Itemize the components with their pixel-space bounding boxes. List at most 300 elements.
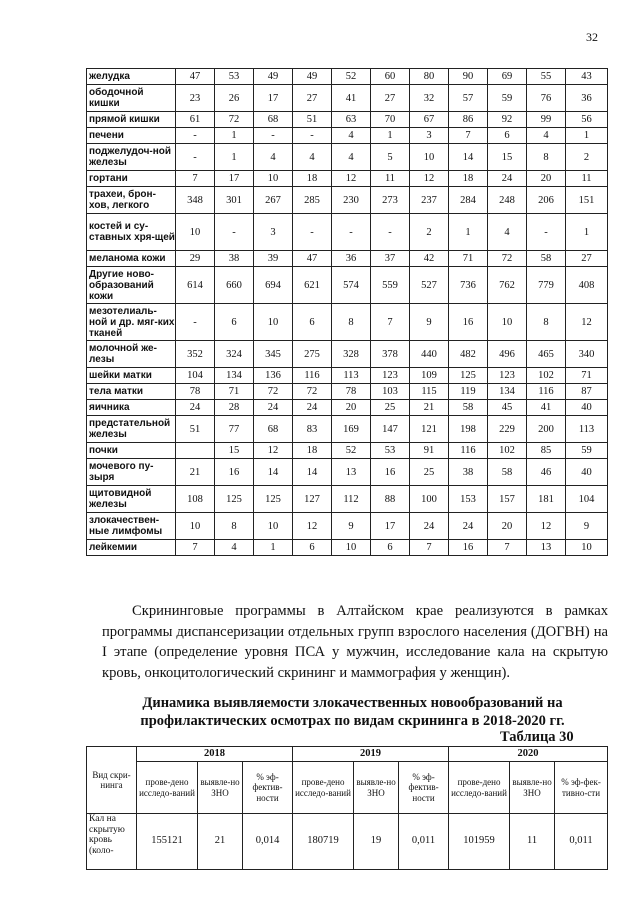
cell: 19 [354,814,399,870]
cell [176,443,215,459]
table-row [87,171,608,187]
table-row [87,267,608,304]
cell: 28 [215,400,254,416]
cell: 123 [488,368,527,384]
cell: 37 [371,251,410,267]
cell: 13 [332,459,371,486]
cell: 15 [215,443,254,459]
cell: 5 [371,144,410,171]
cell: 112 [332,486,371,513]
cell: 58 [449,400,488,416]
row-label: мезотелиаль-ной и др. мяг-ких тканей [87,304,176,341]
cell: 180719 [293,814,354,870]
cell: 229 [488,416,527,443]
cell: 113 [566,416,608,443]
row-label: почки [87,443,176,459]
cell: 71 [449,251,488,267]
cell: 3 [410,128,449,144]
cell: 779 [527,267,566,304]
cell: 127 [293,486,332,513]
cell: 32 [410,85,449,112]
cell: 123 [371,368,410,384]
cell: 8 [527,304,566,341]
table-row [87,187,608,214]
cell: 88 [371,486,410,513]
cell: 101959 [449,814,510,870]
table-label: Таблица 30 [500,729,574,745]
subheader: выявле-но ЗНО [354,762,399,814]
cell: 1 [254,540,293,556]
table-row [87,416,608,443]
cell: 63 [332,112,371,128]
cell: 285 [293,187,332,214]
row-label: трахеи, брон-хов, легкого [87,187,176,214]
cell: 20 [488,513,527,540]
cell: 151 [566,187,608,214]
subheader: % эф-фектив-ности [243,762,293,814]
cell: - [176,144,215,171]
cell: 8 [527,144,566,171]
cell: 273 [371,187,410,214]
cell: 72 [293,384,332,400]
table2-corner-header: Вид скри-нинга [87,747,137,814]
table-row [87,251,608,267]
cell: 125 [254,486,293,513]
cell: 24 [293,400,332,416]
row-label: Кал на скрытую кровь (коло- [87,814,137,870]
cell: 113 [332,368,371,384]
cell: 24 [449,513,488,540]
subheader: выявле-но ЗНО [510,762,555,814]
cell: 47 [293,251,332,267]
cell: 109 [410,368,449,384]
cell: 16 [449,304,488,341]
cell: - [254,128,293,144]
cell: 527 [410,267,449,304]
table-row [87,540,608,556]
cell: 43 [566,69,608,85]
cell: 1 [371,128,410,144]
cell: 169 [332,416,371,443]
row-label: прямой кишки [87,112,176,128]
table-row [87,304,608,341]
cell: 267 [254,187,293,214]
cell: 10 [254,304,293,341]
table-row [87,85,608,112]
row-label: яичника [87,400,176,416]
cell: 53 [371,443,410,459]
page-number: 32 [586,30,598,44]
cell: 102 [527,368,566,384]
cell: 41 [527,400,566,416]
cell: 24 [410,513,449,540]
cell: 12 [527,513,566,540]
cell: 24 [488,171,527,187]
cell: 72 [254,384,293,400]
cell: 10 [488,304,527,341]
cell: 104 [176,368,215,384]
subheader: прове-дено исследо-ваний [449,762,510,814]
cell: 56 [566,112,608,128]
cell: 134 [215,368,254,384]
cell: - [215,214,254,251]
cell: 4 [254,144,293,171]
row-label: мочевого пу-зыря [87,459,176,486]
cell: 4 [332,128,371,144]
cell: 1 [215,144,254,171]
cell: 16 [449,540,488,556]
cell: 26 [215,85,254,112]
table-row [87,513,608,540]
cell: 17 [371,513,410,540]
cell: 103 [371,384,410,400]
cell: 12 [566,304,608,341]
cell: 660 [215,267,254,304]
cell: 76 [527,85,566,112]
cell: 38 [215,251,254,267]
row-label: лейкемии [87,540,176,556]
cell: 230 [332,187,371,214]
cell: 59 [488,85,527,112]
cell: 1 [566,214,608,251]
cell: 29 [176,251,215,267]
cell: 23 [176,85,215,112]
cell: 27 [566,251,608,267]
cell: 69 [488,69,527,85]
cell: 14 [293,459,332,486]
table-row [87,214,608,251]
cell: 17 [215,171,254,187]
cell: 248 [488,187,527,214]
cell: 10 [254,513,293,540]
cell: 0,014 [243,814,293,870]
cell: 68 [254,112,293,128]
cell: 72 [488,251,527,267]
cell: 352 [176,341,215,368]
cell: 20 [527,171,566,187]
cell: 9 [332,513,371,540]
cell: 284 [449,187,488,214]
row-label: тела матки [87,384,176,400]
cell: 8 [332,304,371,341]
table-row [87,443,608,459]
cell: 80 [410,69,449,85]
cell: 14 [449,144,488,171]
subheader: прове-дено исследо-ваний [137,762,198,814]
subheader: прове-дено исследо-ваний [293,762,354,814]
cell: 121 [410,416,449,443]
cell: 11 [510,814,555,870]
cell: 36 [566,85,608,112]
cell: 348 [176,187,215,214]
cell: 7 [410,540,449,556]
cell: 13 [527,540,566,556]
cell: 10 [176,214,215,251]
cell: 52 [332,69,371,85]
cell: 6 [371,540,410,556]
subheader: % эф-фектив-ности [399,762,449,814]
cell: 53 [215,69,254,85]
cell: 78 [176,384,215,400]
cell: 18 [293,171,332,187]
cell: 90 [449,69,488,85]
cell: 7 [176,540,215,556]
table-row [87,112,608,128]
cell: 41 [332,85,371,112]
cell: 181 [527,486,566,513]
row-label: печени [87,128,176,144]
cell: 72 [215,112,254,128]
row-label: предстательной железы [87,416,176,443]
cell: 59 [566,443,608,459]
table-row [87,144,608,171]
cell: - [332,214,371,251]
cell: 7 [176,171,215,187]
cell: 496 [488,341,527,368]
cell: - [293,128,332,144]
cell: 46 [527,459,566,486]
cell: - [371,214,410,251]
cell: 91 [410,443,449,459]
cell: 68 [254,416,293,443]
cell: 77 [215,416,254,443]
cell: 10 [176,513,215,540]
cell: 9 [566,513,608,540]
cell: - [527,214,566,251]
cell: 99 [527,112,566,128]
cell: 87 [566,384,608,400]
cell: 614 [176,267,215,304]
cell: 116 [527,384,566,400]
cell: 100 [410,486,449,513]
row-label: поджелудоч-ной железы [87,144,176,171]
cell: 60 [371,69,410,85]
cell: 108 [176,486,215,513]
row-label: Другие ново-образований кожи [87,267,176,304]
cancer-cases-table [86,68,608,556]
cell: 11 [371,171,410,187]
cell: 12 [332,171,371,187]
cell: 78 [332,384,371,400]
cell: 6 [293,540,332,556]
cell: 10 [332,540,371,556]
cell: 10 [410,144,449,171]
cell: 15 [488,144,527,171]
cell: 70 [371,112,410,128]
cell: 125 [449,368,488,384]
row-label: меланома кожи [87,251,176,267]
cell: 762 [488,267,527,304]
cell: 125 [215,486,254,513]
cell: 440 [410,341,449,368]
cell: 71 [215,384,254,400]
table-row [87,69,608,85]
cell: 2 [566,144,608,171]
cell: 153 [449,486,488,513]
cell: 36 [332,251,371,267]
row-label: желудка [87,69,176,85]
cell: 4 [527,128,566,144]
cell: 58 [527,251,566,267]
cell: 10 [254,171,293,187]
cell: 61 [176,112,215,128]
cell: 42 [410,251,449,267]
cell: - [176,128,215,144]
cell: 1 [215,128,254,144]
cell: 24 [176,400,215,416]
cell: 20 [332,400,371,416]
row-label: щитовидной железы [87,486,176,513]
cell: 465 [527,341,566,368]
cell: 7 [488,540,527,556]
table-row [87,128,608,144]
cell: 12 [254,443,293,459]
row-label: гортани [87,171,176,187]
cell: 157 [488,486,527,513]
cell: 71 [566,368,608,384]
cell: 736 [449,267,488,304]
table-row [87,384,608,400]
cell: 102 [488,443,527,459]
cell: 134 [488,384,527,400]
cell: 24 [254,400,293,416]
cell: 115 [410,384,449,400]
cell: 85 [527,443,566,459]
cell: 16 [215,459,254,486]
cell: 4 [488,214,527,251]
cell: 18 [449,171,488,187]
table-row [87,486,608,513]
table-row [87,368,608,384]
cell: 0,011 [399,814,449,870]
subheader: выявле-но ЗНО [198,762,243,814]
cell: 237 [410,187,449,214]
table-row [87,814,608,870]
cell: 119 [449,384,488,400]
cell: 340 [566,341,608,368]
cell: 7 [449,128,488,144]
cell: 155121 [137,814,198,870]
cell: 40 [566,459,608,486]
cell: 0,011 [555,814,608,870]
cell: 45 [488,400,527,416]
year-header-2020: 2020 [449,747,608,762]
cell: 200 [527,416,566,443]
cell: 67 [410,112,449,128]
cell: 10 [566,540,608,556]
cell: 104 [566,486,608,513]
cell: 9 [410,304,449,341]
cell: 21 [176,459,215,486]
cell: 206 [527,187,566,214]
cell: 12 [293,513,332,540]
cell: 116 [449,443,488,459]
row-label: злокачествен-ные лимфомы [87,513,176,540]
row-label: шейки матки [87,368,176,384]
cell: 27 [371,85,410,112]
cell: 12 [410,171,449,187]
cell: 47 [176,69,215,85]
cell: 21 [410,400,449,416]
cell: 136 [254,368,293,384]
cell: - [176,304,215,341]
screening-table [86,746,608,870]
cell: 694 [254,267,293,304]
cell: 92 [488,112,527,128]
year-header-2019: 2019 [293,747,449,762]
table-row [87,459,608,486]
table-row [87,400,608,416]
cell: 621 [293,267,332,304]
cell: 116 [293,368,332,384]
cell: 21 [198,814,243,870]
cell: 4 [215,540,254,556]
cell: 25 [410,459,449,486]
cell: 7 [371,304,410,341]
cell: 83 [293,416,332,443]
cell: 58 [488,459,527,486]
cell: - [293,214,332,251]
cell: 301 [215,187,254,214]
cell: 275 [293,341,332,368]
cell: 328 [332,341,371,368]
cell: 39 [254,251,293,267]
cell: 1 [566,128,608,144]
cell: 52 [332,443,371,459]
cell: 4 [293,144,332,171]
cell: 408 [566,267,608,304]
cell: 378 [371,341,410,368]
cell: 345 [254,341,293,368]
cell: 4 [332,144,371,171]
row-label: костей и су-ставных хря-щей [87,214,176,251]
cell: 1 [449,214,488,251]
cell: 57 [449,85,488,112]
cell: 6 [488,128,527,144]
paragraph-text: Скрининговые программы в Алтайском крае реализуются в рамках программы диспансеризации отдельных групп взрослого населения (ДОГВН) на I этапе (определение уровня ПСА у мужчин, исследование кала на скрытую кровь, онкоцитологический скрининг и маммография у женщин). [102,603,608,681]
cell: 482 [449,341,488,368]
cell: 574 [332,267,371,304]
cell: 55 [527,69,566,85]
year-header-2018: 2018 [137,747,293,762]
cell: 2 [410,214,449,251]
cell: 11 [566,171,608,187]
cell: 51 [176,416,215,443]
cell: 147 [371,416,410,443]
row-label: молочной же-лезы [87,341,176,368]
cell: 16 [371,459,410,486]
cell: 25 [371,400,410,416]
cell: 8 [215,513,254,540]
cell: 18 [293,443,332,459]
paragraph [102,601,608,683]
cell: 40 [566,400,608,416]
cell: 559 [371,267,410,304]
cell: 27 [293,85,332,112]
cell: 49 [254,69,293,85]
cell: 3 [254,214,293,251]
cell: 86 [449,112,488,128]
cell: 324 [215,341,254,368]
cell: 14 [254,459,293,486]
cell: 38 [449,459,488,486]
cell: 51 [293,112,332,128]
table-caption: Динамика выявляемости злокачественных новообразований на профилактических осмотрах по видам скрининга в 2018-2020 гг. [140,695,565,729]
cell: 6 [215,304,254,341]
row-label: ободочной кишки [87,85,176,112]
cell: 198 [449,416,488,443]
subheader: % эф-фек-тивно-сти [555,762,608,814]
